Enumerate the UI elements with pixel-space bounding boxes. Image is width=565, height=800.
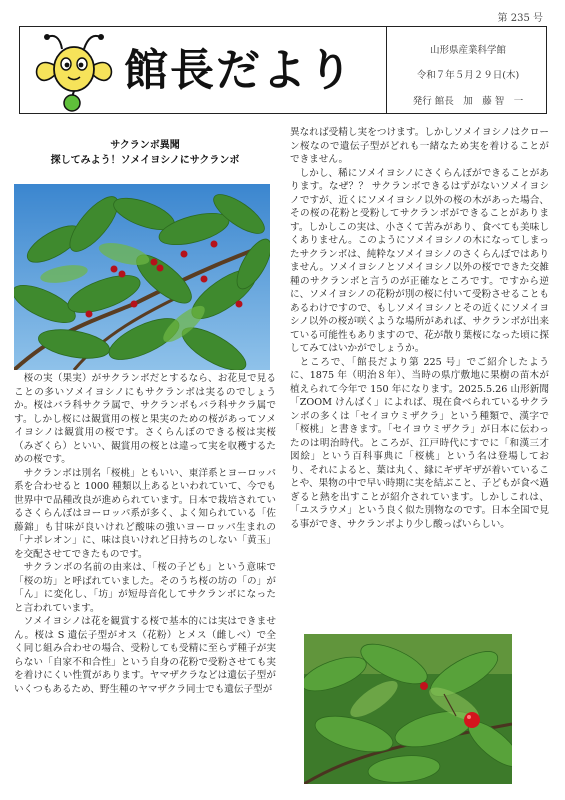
newsletter-title: 館長だより <box>124 45 354 96</box>
issue-number: 第 235 号 <box>497 13 543 24</box>
somei-yoshino-cherry-photo <box>304 634 512 784</box>
article-heading-line1: サクランボ異聞 <box>110 140 180 151</box>
article-heading <box>14 138 276 168</box>
newsletter-header <box>19 26 547 114</box>
issuer-name: 発行 館長 加 藤 智 一 <box>412 96 524 107</box>
mascot-bee-icon <box>32 31 116 113</box>
paragraph: 桜の実（果実）がサクランボだとするなら、お花見で見ることの多いソメイヨシノにもサクランボは実るのでしょうか。桜はバラ科サクラ属で、サクランボもバラ科サクラ属です。しかし桜には観賞用の桜と果実のための桜があってソメイヨシノは観賞用の桜です。さくらんぼのできる桜は実桜（みざくら）といい、観賞用の桜とは違って実を収穫するための桜です。 <box>14 373 276 465</box>
paragraph: 異なれば受精し実をつけます。しかしソメイヨシノはクローン桜なので遺伝子型がどれも一緒なため実を着けることができません。 <box>290 127 549 165</box>
paragraph: サクランボは別名「桜桃」ともいい、東洋系とヨーロッパ系を合わせると 1000 種類以上あるといわれていて、今でも世界中で品種改良が進められています。日本で栽培されているさくらんぼはヨーロッパ系が多く、よく知られている「佐藤錦」も甘味が良いけれど酸味の強いヨーロッパ生まれの「ナポレオン」に、味は良いけれど日持ちのしない「黄玉」を交配させてできたものです。 <box>14 467 276 560</box>
issue-date: 令和７年５月２９日(木) <box>416 70 520 81</box>
publisher-org: 山形県産業科学館 <box>429 45 506 56</box>
paragraph: ところで、「館長だより第 225 号」でご紹介したように、1875 年（明治８年）、当時の県庁敷地に果樹の苗木が植えられて今年で 150 年になります。2025.5.26 山形新聞「ZOOM けんばく」によれば、現在食べられているサクランボの多くは「セイヨウミザクラ」という種類で、漢字で「桜桃」と書きます。「セイヨウミザクラ」が日本に伝わったのは明治時代。ところが、江戸時代にすでに「和漢三才図絵」という百科事典に「桜桃」という名は登場しており、それによると、葉は丸く、縁にギザギザが着いていることや、果物の中で早い時期に実を結ぶこと、子どもが食べ過ぎると熱を出すことが紹介されています。しかしこれは、「ユスラウメ」という良く似た別物なのです。日本全国で見る事ができ、サクランボより少し酸っぱいらしい。 <box>290 356 549 530</box>
article-heading-line2: 探してみよう！ソメイヨシノにサクランボ <box>50 155 240 166</box>
cherry-tree-photo <box>14 184 270 370</box>
paragraph: ソメイヨシノは花を観賞する桜で基本的には実はできません。桜は S 遺伝子型がオス（花粉）とメス（雌しべ）で全く同じ組み合わせの場合、受粉しても受精に至らず種子が実らない「自家不和合性」という自身の花粉で受粉させても実を着けにくい性質があります。ヤマザクラなどは遺伝子型がいくつもあるため、野生種のヤマザクラ同士でも遺伝子型が <box>14 616 276 695</box>
paragraph: サクランボの名前の由来は、「桜の子ども」という意味で「桜の坊」と呼ばれていました。そのうち桜の坊の「の」が「ん」に変化し、「坊」が短母音化してサクランボになったと言われています。 <box>14 562 276 614</box>
header-divider <box>386 27 387 113</box>
header-meta <box>392 27 544 113</box>
right-column-text <box>290 126 549 531</box>
left-column-text <box>14 372 276 696</box>
paragraph: しかし、稀にソメイヨシノにさくらんぼができることがあります。なぜ？？ サクランボできるはずがないソメイヨシノですが、近くにソメイヨシノ以外の桜の木があった場合、その桜の花粉と受粉してサクランボができることがあります。しかしこの実は、小さくて苦みがあり、食べても美味しくありません。このようにソメイヨシノの木になってしまったサクランボは、純粋なソメイヨシノのさくらんぼではありません。ソメイヨシノとソメイヨシノ以外の桜でできた交雑種のサクランボと言うのが正確なところです。ですから逆に、ソメイヨシノの花粉が別の桜に付いて受粉させることもあるわけですので、もしソメイヨシノとその近くにソメイヨシノ以外の桜が咲くような場所があれば、サクランボが出来ている可能性もありますので、花が散り葉桜になった頃に探してみてはいかがでしょうか。 <box>290 167 549 354</box>
